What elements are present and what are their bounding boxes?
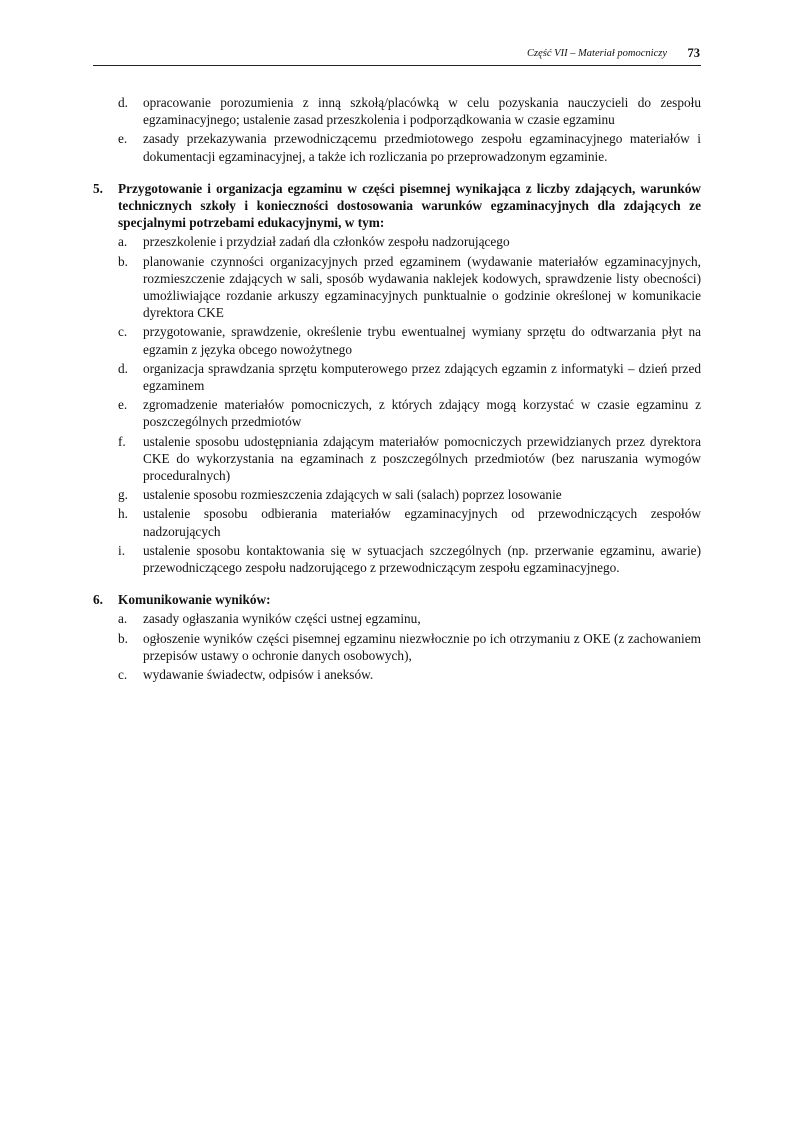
item-text: przeszkolenie i przydział zadań dla członków zespołu nadzorującego [143,234,510,250]
item-text: ustalenie sposobu odbierania materiałów egzaminacyjnych od przewodniczących zespołów nadzorujących [143,506,701,539]
item-text: ustalenie sposobu udostępniania zdającym materiałów pomocniczych przewidzianych przez dyrektora CKE do wykorzystania na egzaminach z poszczególnych przedmiotów (bez naruszania wymogów proceduralnych) [143,433,701,484]
item-label: g. [118,487,128,503]
header-title: Część VII – Materiał pomocniczy [527,48,667,59]
page-header [93,45,701,66]
item-label: b. [118,630,128,646]
list-item [93,486,701,503]
item-text: organizacja sprawdzania sprzętu komputerowego przez zdających egzamin z informatyki – dzień przed egzaminem [143,360,701,394]
list-item [93,94,701,128]
list-item [93,253,701,322]
item-label: c. [118,324,128,340]
item-text: ogłoszenie wyników części pisemnej egzaminu niezwłocznie po ich otrzymaniu z OKE (z zachowaniem przepisów ustawy o ochronie danych osobowych), [143,630,701,663]
list-item [93,542,701,576]
list-item [93,610,701,627]
item-label: h. [118,506,128,522]
item-label: d. [118,95,128,110]
section-heading-text: Przygotowanie i organizacja egzaminu w części pisemnej wynikająca z liczby zdających, warunków technicznych szkoły i konieczności dostosowania warunków egzaminacyjnych dla zdających ze specjalnymi potrzebami edukacyjnymi, w tym: [118,180,701,231]
list-item [93,630,701,664]
item-label: a. [118,234,128,250]
page-number: 73 [687,46,700,60]
item-text: zasady przekazywania przewodniczącemu przedmiotowego zespołu egzaminacyjnego materiałów i dokumentacji egzaminacyjnej, a także ich rozliczania po przeprowadzonym egzaminie. [143,131,701,164]
section-heading-text: Komunikowanie wyników: [118,592,271,608]
list-item [93,360,701,394]
section-5-heading [93,180,701,232]
list-item [93,433,701,485]
list-item [93,396,701,430]
section-number: 6. [93,592,103,608]
item-label: b. [118,253,128,269]
item-label: i. [118,542,126,558]
item-text: wydawanie świadectw, odpisów i aneksów. [143,667,374,683]
item-label: d. [118,360,128,376]
item-text: ustalenie sposobu rozmieszczenia zdających w sali (salach) poprzez losowanie [143,487,562,503]
item-label: c. [118,667,128,683]
list-item [93,666,701,683]
item-text: ustalenie sposobu kontaktowania się w sytuacjach szczególnych (np. przerwanie egzaminu, awarie) przewodniczącego zespołu nadzorującego z przewodniczącym zespołu egzaminacyjnego. [143,542,701,576]
section-6-heading [93,591,701,608]
item-text: zasady ogłaszania wyników części ustnej egzaminu, [143,611,421,627]
item-label: f. [118,433,126,449]
item-label: e. [118,131,128,147]
item-text: planowanie czynności organizacyjnych przed egzaminem (wydawanie materiałów egzaminacyjnych, rozmieszczenie zdających w sali, sposób wydawania naklejek kodowych, sprawdzenie listy obecności) umożliwiające rozdanie arkuszy egzaminacyjnych punktualnie o godzinie określonej w komunikacie dyrektora CKE [143,253,701,321]
list-item [93,130,701,164]
list-item [93,233,701,250]
list-item [93,323,701,357]
list-item [93,505,701,539]
document-body [93,94,701,685]
section-number: 5. [93,180,103,196]
item-label: a. [118,611,128,627]
item-text: przygotowanie, sprawdzenie, określenie trybu ewentualnej wymiany sprzętu do odtwarzania płyt na egzamin z języka obcego nowożytnego [143,324,701,357]
item-text: opracowanie porozumienia z inną szkołą/placówką w celu pozyskania nauczycieli do zespołu egzaminacyjnego; ustalenie zasad przeszkolenia i podporządkowania w czasie egzaminu [143,95,701,128]
item-label: e. [118,397,128,413]
item-text: zgromadzenie materiałów pomocniczych, z których zdający mogą korzystać w czasie egzaminu z poszczególnych przedmiotów [143,397,701,430]
